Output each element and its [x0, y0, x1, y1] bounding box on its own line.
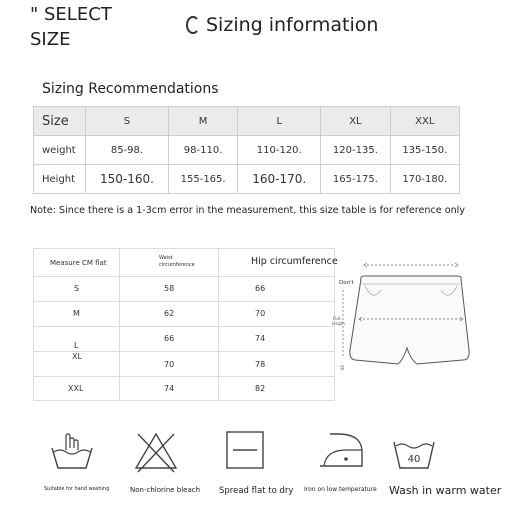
warm-wash-label: Wash in warm water: [389, 484, 502, 497]
measure-cm-flat-header: Measure CM flat: [50, 259, 107, 267]
select-size-line1: " SELECT: [30, 4, 112, 25]
flat-length-label-line1: Flat: [333, 316, 341, 321]
table-row: [34, 107, 460, 136]
dont-label: Don't: [339, 280, 354, 286]
waist-cell: 70: [164, 360, 175, 369]
shorts-outline: [350, 276, 469, 364]
table-cell: 150-160.: [86, 165, 169, 194]
hip-cell: 66: [255, 284, 266, 293]
iron-icon: [316, 428, 366, 472]
table-cell: 165-175.: [321, 165, 390, 194]
hip-cell: 78: [255, 360, 266, 369]
table-cell: 160-170.: [238, 165, 321, 194]
select-size-heading: [30, 2, 180, 52]
table-cell: 155-165.: [168, 165, 237, 194]
select-size-line2: SIZE: [30, 29, 71, 50]
hip-cell: 82: [255, 384, 266, 393]
table-divider: [218, 249, 219, 400]
table-cell: Height: [34, 165, 86, 194]
flat-dry-label: Spread flat to dry: [219, 486, 294, 496]
table-cell: XL: [321, 107, 390, 136]
table-divider: [34, 276, 334, 277]
flat-dry-icon: [223, 428, 267, 472]
table-cell: XXL: [390, 107, 459, 136]
care-warm-wash: [388, 428, 508, 500]
table-cell: weight: [34, 136, 86, 165]
no-bleach-label: Non-chlorine bleach: [130, 486, 201, 494]
shorts-diagram-svg: [332, 252, 475, 384]
table-cell: 120-135.: [321, 136, 390, 165]
table-cell: S: [86, 107, 169, 136]
size-cell: L: [74, 341, 79, 350]
crescent-icon: [186, 16, 200, 34]
hand-wash-icon: [48, 428, 96, 476]
hip-cell: 74: [255, 334, 266, 343]
table-row: [34, 136, 460, 165]
table-row: [34, 165, 460, 194]
hand-wash-label: Suitable for hand washing: [44, 486, 110, 492]
warm-wash-temp: 40: [407, 454, 421, 465]
sizing-recommendations-title: Sizing Recommendations: [42, 81, 219, 97]
shorts-measurement-diagram: [332, 252, 475, 384]
iron-label: Iron on low temperature: [304, 486, 377, 493]
sizing-information-heading: [186, 14, 378, 36]
table-cell: 110-120.: [238, 136, 321, 165]
table-cell: 135-150.: [390, 136, 459, 165]
size-cell: S: [74, 284, 80, 293]
waist-cell: 58: [164, 284, 175, 293]
table-cell: 98-110.: [168, 136, 237, 165]
sizing-recommendations-table: [33, 106, 460, 194]
table-cell: M: [168, 107, 237, 136]
waist-cell: 62: [164, 309, 175, 318]
warm-wash-icon: [390, 428, 438, 472]
measurement-note: Note: Since there is a 1-3cm error in the measurement, this size table is for reference only: [30, 205, 466, 216]
care-flat-dry: [215, 428, 295, 500]
side-length-label: 80: [340, 364, 345, 370]
waist-cell: 66: [164, 334, 175, 343]
table-divider: [34, 301, 334, 302]
waist-cell: 74: [164, 384, 175, 393]
size-cell: XXL: [68, 384, 84, 393]
table-divider: [119, 249, 120, 400]
table-cell: 85-98.: [86, 136, 169, 165]
table-divider: [34, 376, 334, 377]
measurement-table: [33, 248, 335, 401]
waist-header-line2: circumference: [159, 262, 195, 268]
sizing-information-title: Sizing information: [206, 14, 379, 36]
waist-header: [159, 255, 195, 269]
hip-cell: 70: [255, 309, 266, 318]
size-cell: M: [73, 309, 80, 318]
waist-header-line1: Waist: [159, 255, 173, 261]
table-divider: [34, 326, 334, 327]
size-cell: XL: [72, 352, 82, 361]
care-iron-low: [302, 428, 382, 500]
table-cell: Size: [34, 107, 86, 136]
table-cell: L: [238, 107, 321, 136]
care-no-bleach: [120, 428, 210, 500]
table-cell: 170-180.: [390, 165, 459, 194]
care-hand-wash: [36, 428, 116, 500]
hip-circumference-header: Hip circumference: [251, 256, 338, 267]
no-bleach-icon: [132, 428, 180, 476]
flat-length-label-line2: length: [332, 321, 345, 326]
